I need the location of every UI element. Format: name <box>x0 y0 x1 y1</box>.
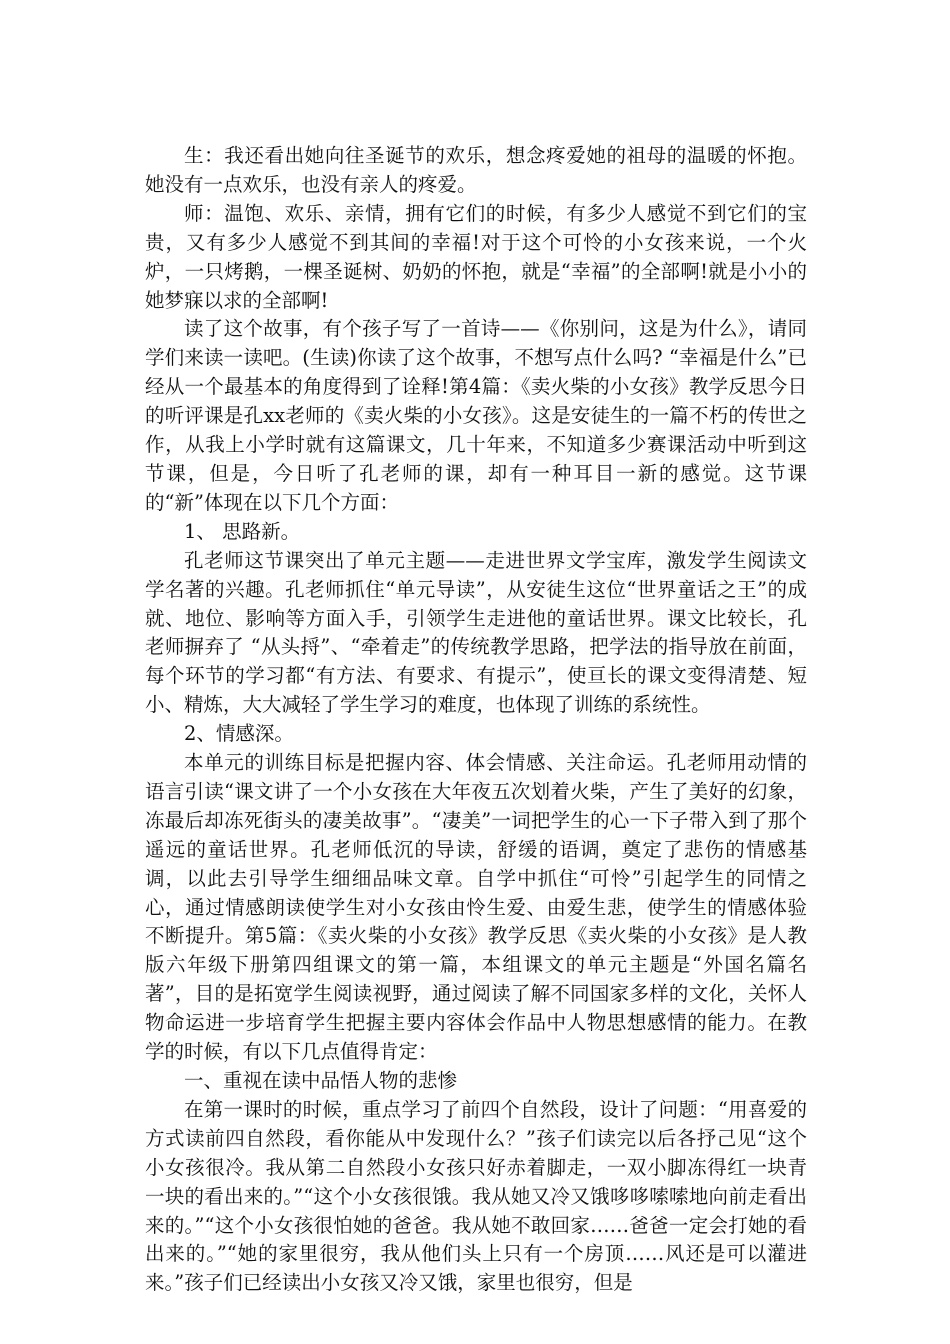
document-body <box>145 142 807 1298</box>
section-heading: 1、 思路新。 <box>184 519 301 543</box>
paragraph: 读了这个故事，有个孩子写了一首诗——《你别问，这是为什么》，请同学们来读一读吧。(生读)你读了这个故事，不想写点什么吗? “幸福是什么”已经从一个最基本的角度得到了诠释!第4篇：《卖火柴的小女孩》教学反思今日的听评课是孔xx老师的《卖火柴的小女孩》。这是安徒生的一篇不朽的传世之作，从我上小学时就有这篇课文，几十年来，不知道多少赛课活动中听到这节课，但是，今日听了孔老师的课，却有一种耳目一新的感觉。这节课的“新”体现在以下几个方面： <box>145 317 807 514</box>
paragraph: 孔老师这节课突出了单元主题——走进世界文学宝库，激发学生阅读文学名著的兴趣。孔老师抓住“单元导读”，从安徒生这位“世界童话之王”的成就、地位、影响等方面入手，引领学生走进他的童话世界。课文比较长，孔老师摒弃了 “从头捋”、“牵着走”的传统教学思路，把学法的指导放在前面，每个环节的学习都“有方法、有要求、有提示”，使亘长的课文变得清楚、短小、精炼，大大减轻了学生学习的难度，也体现了训练的系统性。 <box>145 548 807 717</box>
section-heading: 一、重视在读中品悟人物的悲惨 <box>184 1069 458 1092</box>
paragraph: 在第一课时的时候，重点学习了前四个自然段，设计了问题：“用喜爱的方式读前四自然段，看你能从中发现什么？”孩子们读完以后各抒己见“这个小女孩很冷。我从第二自然段小女孩只好赤着脚走，一双小脚冻得红一块青一块的看出来的。”“这个小女孩很饿。我从她又冷又饿哆哆嗦嗦地向前走看出来的。”“这个小女孩很怕她的爸爸。我从她不敢回家……爸爸一定会打她的看出来的。”“她的家里很穷，我从他们头上只有一个房顶……风还是可以灌进来。”孩子们已经读出小女孩又冷又饿，家里也很穷，但是 <box>145 1097 807 1295</box>
section-heading: 2、情感深。 <box>184 722 294 746</box>
paragraph: 师：温饱、欢乐、亲情，拥有它们的时候，有多少人感觉不到它们的宝贵，又有多少人感觉不到其间的幸福!对于这个可怜的小女孩来说，一个火炉，一只烤鹅，一棵圣诞树、奶奶的怀抱，就是“幸福”的全部啊!就是小小的她梦寐以求的全部啊! <box>145 201 807 312</box>
paragraph: 本单元的训练目标是把握内容、体会情感、关注命运。孔老师用动情的语言引读“课文讲了一个小女孩在大年夜五次划着火柴，产生了美好的幻象，冻最后却冻死街头的凄美故事”。“凄美”一词把学生的心一下子带入到了那个遥远的童话世界。孔老师低沉的导读，舒缓的语调，奠定了悲伤的情感基调，以此去引导学生细细品味文章。自学中抓住“可怜”引起学生的同情之心，通过情感朗读使学生对小女孩由怜生爱、由爱生悲，使学生的情感体验不断提升。第5篇：《卖火柴的小女孩》教学反思《卖火柴的小女孩》是人教版六年级下册第四组课文的第一篇，本组课文的单元主题是“外国名篇名著”，目的是拓宽学生阅读视野，通过阅读了解不同国家多样的文化，关怀人物命运进一步培育学生把握主要内容体会作品中人物思想感情的能力。在教学的时候，有以下几点值得肯定： <box>145 751 807 1064</box>
paragraph: 生：我还看出她向往圣诞节的欢乐，想念疼爱她的祖母的温暖的怀抱。她没有一点欢乐，也没有亲人的疼爱。 <box>145 144 807 196</box>
